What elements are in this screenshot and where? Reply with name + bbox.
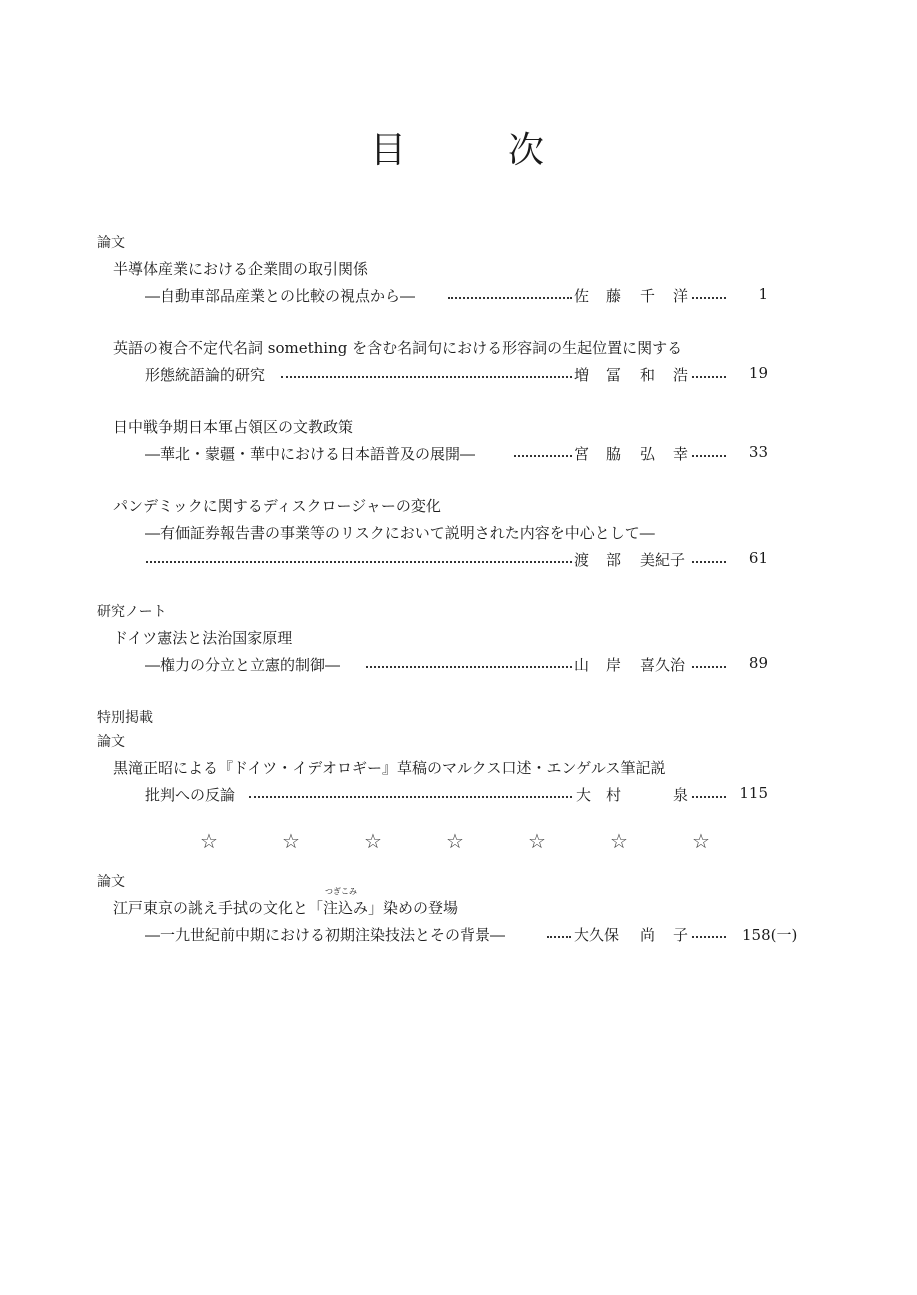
entry-4-subtitle: ―有価証券報告書の事業等のリスクにおいて説明された内容を中心として―: [145, 524, 655, 542]
section-label-ronbun: 論文: [97, 235, 125, 251]
entry-3-title: 日中戦争期日本軍占領区の文教政策: [113, 418, 354, 436]
star-icon: ☆: [692, 829, 710, 853]
entry-2-page: 19: [748, 364, 768, 382]
entry-5-subtitle: ―権力の分立と立憲的制御―: [145, 656, 341, 674]
section-label-kenkyu-note: 研究ノート: [97, 604, 167, 620]
entry-7-title: 江戸東京の誂え手拭の文化と「 つぎこみ 注込み」染めの登場: [113, 887, 459, 917]
entry-1-page: 1: [758, 285, 768, 303]
leader-dots: [281, 376, 572, 378]
ruby-text: つぎこみ: [325, 887, 358, 896]
entry-2-title: 英語の複合不定代名詞 something を含む名詞句における形容詞の生起位置に関する: [113, 339, 683, 357]
entry-3-page: 33: [748, 443, 768, 461]
star-icon: ☆: [364, 829, 382, 853]
entry-1-subtitle: ―自動車部品産業との比較の視点から―: [145, 287, 416, 305]
ruby-word: つぎこみ 注込み: [323, 887, 369, 917]
entry-6-subtitle: 批判への反論: [145, 786, 236, 804]
section-label-ronbun: 論文: [97, 874, 125, 890]
entry-1-title: 半導体産業における企業間の取引関係: [113, 260, 369, 278]
star-icon: ☆: [528, 829, 546, 853]
title-char-left: 目: [370, 130, 407, 171]
leader-dots: [514, 455, 572, 457]
entry-4-page: 61: [748, 549, 768, 567]
entry-5-title: ドイツ憲法と法治国家原理: [113, 629, 293, 647]
entry-6-title: 黒滝正昭による『ドイツ・イデオロギー』草稿のマルクス口述・エンゲルス筆記説: [113, 759, 666, 777]
star-icon: ☆: [446, 829, 464, 853]
section-label-special: 特別掲載: [97, 710, 153, 726]
entry-4-title: パンデミックに関するディスクロージャーの変化: [113, 497, 441, 515]
leader-dots: [249, 796, 572, 798]
title-char-right: 次: [508, 130, 545, 171]
entry-7-subtitle: ―一九世紀前中期における初期注染技法とその背景―: [145, 926, 506, 944]
star-icon: ☆: [200, 829, 218, 853]
entry-7-page: 158(一): [742, 926, 798, 944]
entry-2-subtitle: 形態統語論的研究: [145, 366, 266, 384]
entry-5-page: 89: [748, 654, 768, 672]
entry-6-page: 115: [739, 784, 768, 802]
leader-dots: [692, 936, 726, 938]
entry-3-subtitle: ―華北・蒙疆・華中における日本語普及の展開―: [145, 445, 476, 463]
leader-dots: [146, 561, 572, 563]
section-label-ronbun: 論文: [97, 734, 125, 750]
leader-dots: [448, 297, 572, 299]
star-icon: ☆: [282, 829, 300, 853]
leader-dots: [366, 666, 572, 668]
star-icon: ☆: [610, 829, 628, 853]
leader-dots: [547, 936, 571, 938]
